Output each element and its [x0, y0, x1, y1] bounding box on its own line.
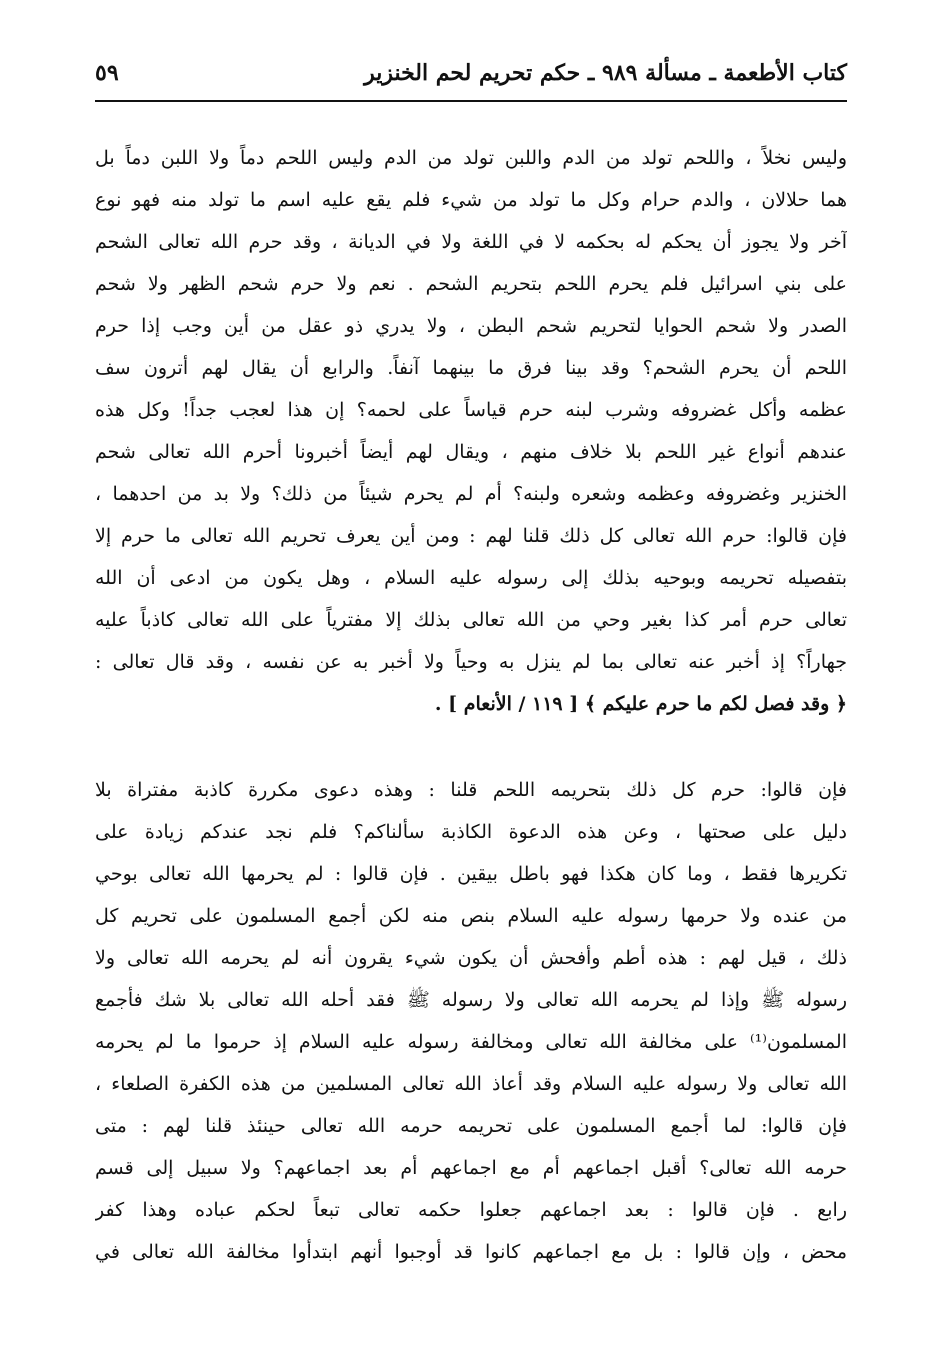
paragraph-2	[95, 769, 847, 1273]
text-line: الخنزير وغضروفه وعظمه وشعره ولبنه؟ أم لم يحرم شيئاً من ذلك؟ ولا بد من احدهما ،	[95, 483, 847, 505]
text-line: فإن قالوا: حرم الله تعالى كل ذلك قلنا لهم : ومن أين يعرف تحريم الله تعالى ما حرم إلا	[95, 525, 847, 547]
text-line: على بني اسرائيل فلم يحرم اللحم بتحريم الشحم . نعم ولا حرم شحم الظهر ولا شحم	[95, 273, 847, 295]
text-line: تكريرها فقط ، وما كان هكذا فهو باطل بيقين . فإن قالوا : لم يحرمها الله تعالى بوحي	[95, 863, 847, 885]
text-line: الله تعالى ولا رسوله عليه السلام وقد أعاذ الله تعالى المسلمين من هذه الكفرة الصلعاء ،	[95, 1073, 847, 1095]
text-line: فإن قالوا: لما أجمع المسلمون على تحريمه حرمه الله تعالى حينئذ قلنا لهم : متى	[95, 1115, 847, 1137]
running-title: كتاب الأطعمة ـ مسألة ٩٨٩ ـ حكم تحريم لحم الخنزير	[364, 60, 847, 86]
text-line: جهاراً؟ إذ أخبر عنه تعالى بما لم ينزل به وحياً ولا أخبر به عن نفسه ، وقد قال تعالى :	[95, 651, 847, 673]
text-line: حرمه الله تعالى؟ أقبل اجماعهم أم مع اجماعهم أم بعد اجماعهم؟ ولا سبيل إلى قسم	[95, 1157, 847, 1179]
text-line: محض ، وإن قالوا : بل مع اجماعهم كانوا قد أوجبوا أنهم ابتدأوا مخالفة الله تعالى في	[95, 1241, 847, 1263]
text-line: تعالى حرم أمر كذا بغير وحي من الله تعالى بذلك إلا مفترياً على الله تعالى كاذباً عليه	[95, 609, 847, 631]
text-line: الصدر ولا شحم الحوايا لتحريم شحم البطن ، ولا يدري ذو عقل من أين وجب إذا حرم	[95, 315, 847, 337]
text-line: اللحم أن يحرم الشحم؟ وقد بينا فرق ما بينهما آنفاً. والرابع أن يقال لهم أترون سف	[95, 357, 847, 379]
text-line: آخر ولا يجوز أن يحكم له بحكمه لا في اللغة ولا في الديانة ، وقد حرم الله تعالى الشحم	[95, 231, 847, 253]
page-number: ٥٩	[95, 60, 119, 86]
text-line: من عنده ولا حرمها رسوله عليه السلام بنص منه لكن أجمع المسلمون على تحريم كل	[95, 905, 847, 927]
text-line: رابع . فإن قالوا : بعد اجماعهم جعلوا حكمه تعالى تبعاً لحكم عباده وهذا كفر	[95, 1199, 847, 1221]
paragraph-1	[95, 137, 847, 725]
text-line: عظمه وأكل غضروفه وشرب لبنه حرم قياساً على لحمه؟ إن هذا لعجب جداً! وكل هذه	[95, 399, 847, 421]
text-line: هما حلالان ، والدم حرام وكل ما تولد من شيء فلم يقع عليه اسم ما تولد منه فهو نوع	[95, 189, 847, 211]
text-line: عندهم أنواع غير اللحم بلا خلاف منهم ، ويقال لهم أيضاً أخبرونا أحرم الله تعالى شحم	[95, 441, 847, 463]
text-line: فإن قالوا: حرم كل ذلك بتحريمه اللحم قلنا : وهذه دعوى مكررة كاذبة مفتراة بلا	[95, 779, 847, 801]
text-line: ذلك ، قيل لهم : هذه أطم وأفحش أن يكون شيء يقرون أنه لم يحرمه الله تعالى ولا	[95, 947, 847, 969]
text-line: دليل على صحتها ، وعن هذه الدعوة الكاذبة سألناكم؟ فلم نجد عندكم زيادة على	[95, 821, 847, 843]
text-line: المسلمون⁽¹⁾ على مخالفة الله تعالى ومخالفة رسوله عليه السلام إذ حرموا ما لم يحرمه	[95, 1031, 847, 1053]
running-header	[95, 56, 847, 96]
text-line: وليس نخلاً ، واللحم تولد من الدم واللبن تولد من الدم وليس اللحم دماً ولا اللبن دماً بل	[95, 147, 847, 169]
quran-verse-line: ﴿ وقد فصل لكم ما حرم عليكم ﴾ [ ١١٩ / الأنعام ] .	[434, 693, 847, 715]
text-line: رسوله ﷺ وإذا لم يحرمه الله تعالى ولا رسوله ﷺ فقد أحله الله تعالى بلا شك فأجمع	[95, 989, 847, 1011]
text-line: بتفصيله تحريمه وبوحيه بذلك إلى رسوله عليه السلام ، وهل يكون من ادعى أن الله	[95, 567, 847, 589]
header-rule	[95, 100, 847, 102]
